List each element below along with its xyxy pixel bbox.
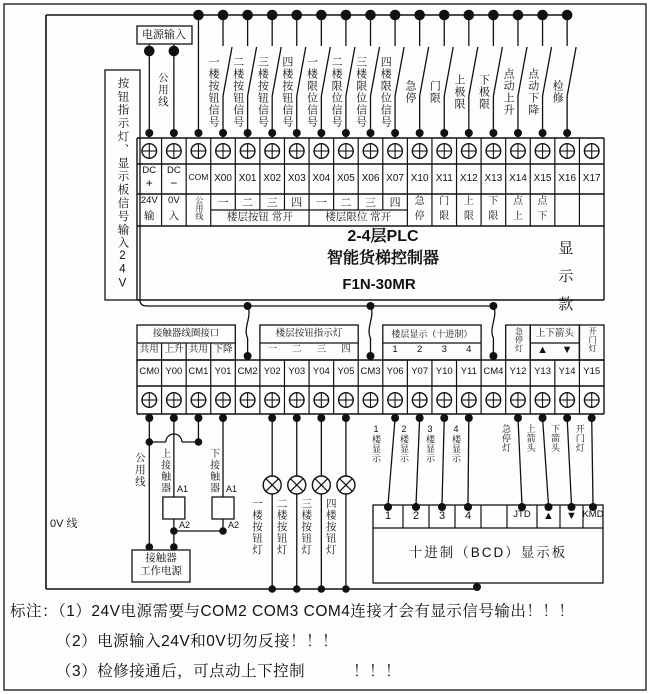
terminal-name: X14 [509,173,527,184]
up-contactor-label: 上接触器 [158,448,170,494]
fn-label: 四 [389,197,401,209]
terminal-name: Y11 [460,366,477,377]
terminal-dot [416,129,424,137]
note-line-1 [10,599,574,621]
terminal-dot [244,129,252,137]
bcd-cell-label: ▼ [566,510,577,522]
terminal-dot [391,129,399,137]
terminal-name: CM2 [237,366,258,377]
group-sub-label: 3 [441,344,447,355]
group-sub-label: 共用 [188,344,208,355]
terminal-name: CM0 [139,366,160,377]
wire [543,418,549,505]
terminal-name: Y06 [386,366,404,377]
common-line-top-label: 公用线 [156,72,169,108]
switch-label: 急停 [403,80,416,104]
feed-dot [489,352,497,360]
group-title: 楼层按钮指示灯 [275,328,343,339]
terminal-name: Y05 [337,366,355,377]
fn-label: 四 [291,197,303,209]
group-sub-label: 二 [291,344,302,355]
note-line-3: （3）检修接通后，可点动上下控制 ！！！ [56,663,402,680]
terminal-name: X17 [582,173,601,184]
terminal-name: X05 [337,173,355,184]
terminal-name: Y12 [509,366,527,377]
terminal-dot [268,129,276,137]
fn-group-label: 楼层按钮 常开 [226,211,293,223]
switch-label: 四楼按钮信号 [280,56,293,128]
fn-label: 24V [140,195,158,206]
power-input-box-label: 电源输入 [142,29,186,41]
terminal-name: X00 [214,173,232,184]
fn-label: 一 [217,197,229,209]
wire [592,418,593,505]
plc-variant-label: 显示款 [556,240,574,324]
bcd-wire-label: 急停灯 [501,424,512,453]
bcd-wire-label: 3楼显示 [425,424,436,463]
terminal-name: X03 [287,173,306,184]
switch-blade [567,47,576,96]
switch-label: 下极限 [477,74,490,110]
group-sub-label: 2 [417,344,423,355]
group-sub-label: 1 [392,344,398,355]
wire [388,418,395,505]
terminal-name: X16 [558,173,577,184]
terminal-dot [170,129,178,137]
lamp-label: 一楼按钮灯 [251,498,264,556]
terminal-name: X10 [410,173,429,184]
switch-label: 一楼按钮信号 [207,56,220,128]
switch-label: 一楼限位信号 [305,56,318,128]
fn-label: 下 [488,196,499,207]
plc-title-line2: 智能货梯控制器 [326,250,440,267]
group-sub-label: 四 [341,344,351,355]
terminal-name: Y01 [214,366,232,377]
contactor-coil [212,497,234,519]
plc-model: F1N-30MR [342,276,416,293]
feed-24v-wire [140,300,493,306]
switch-label: 三楼限位信号 [354,56,367,128]
lead-dot [169,46,180,57]
wire [567,418,571,505]
bus-dot [193,10,204,21]
group-sub-label: 下降 [213,344,233,355]
bcd-board-label: 十进制（BCD）显示板 [408,545,568,560]
bcd-cell-label: 4 [464,510,472,522]
switch-label: 门限 [428,80,441,104]
terminal-name: DC [142,165,157,176]
bcd-cell-label: 2 [412,510,420,522]
a2-label-lower: A2 [228,520,240,530]
terminal-name: DC [166,165,181,176]
terminal-dot [539,129,547,137]
fn-label: 上 [512,211,523,222]
group-title: 开门灯 [588,327,598,353]
plc-title-line1: 2-4层PLC [347,228,419,245]
terminal-name: Y02 [263,366,281,377]
terminal-dot [293,129,301,137]
bcd-wire-label: 开门灯 [574,424,585,453]
terminal-dot [219,129,227,137]
junction-dot [318,585,326,593]
fn-label: 输 [144,210,155,222]
group-sub-label: ▼ [561,344,573,356]
a2-label-upper: A2 [179,520,191,530]
left-24v-note: 按钮指示灯、显示板信号输入24V [116,77,129,292]
terminal-name: Y15 [583,366,601,377]
terminal-name: Y04 [312,366,330,377]
feed-drop-wire [369,306,372,355]
lamp-label: 二楼按钮灯 [275,498,288,556]
junction-dot [473,583,481,591]
group-title: 接触器线圈接口 [152,328,220,339]
down-contactor-label: 下接触器 [207,448,219,494]
switch-label: 三楼按钮信号 [256,56,269,128]
terminal-dot [317,129,325,137]
contactor-psu-line1: 接触器 [145,552,177,564]
terminal-name: CM1 [188,366,209,377]
terminal-dot [440,129,448,137]
fn-label: 二 [242,197,254,209]
bcd-cell-label: ▲ [543,510,554,522]
bcd-cell-label: 1 [384,510,392,522]
terminal-name: X01 [238,173,257,184]
terminal-dot [342,129,350,137]
fn-label: 点 [512,196,523,207]
group-title: 急停灯 [514,327,524,353]
terminal-name: − [170,176,178,190]
wire [416,418,420,505]
terminal-dot [465,129,473,137]
wire [468,418,469,505]
fn-label: 停 [414,211,425,222]
feed-drop-wire [492,306,495,355]
bcd-wire-label: 2楼显示 [399,424,410,463]
fn-label: 三 [266,197,278,209]
terminal-name: CM3 [360,366,381,377]
fn-group-label: 楼层限位 常开 [325,211,392,223]
fn-label: 三 [365,197,376,209]
fn-label: 一 [315,197,327,209]
contactor-psu-line2: 工作电源 [140,565,182,577]
switch-label: 二楼限位信号 [330,56,343,128]
group-sub-label: 一 [267,344,277,355]
fn-label: 限 [439,211,450,222]
lead-dot [144,46,155,57]
terminal-name: + [145,176,153,190]
fn-label: 二 [340,197,352,209]
feed-drop-wire [246,306,249,355]
note-line-2: （2）电源输入24V和0V切勿反接！！！ [56,633,339,650]
terminal-dot [514,129,522,137]
bcd-cell-label: JTD [513,509,531,520]
bcd-cell-label: 3 [438,510,446,522]
fn-label: 入 [168,210,180,222]
terminal-name: X04 [312,173,331,184]
terminal-name: CM4 [483,366,504,377]
lamp-label: 四楼按钮灯 [324,498,337,556]
junction-dot [293,585,301,593]
a1-label-lower: A1 [226,484,238,494]
junction-dot [342,585,350,593]
fn-label: 限 [488,211,499,222]
fn-label: 上 [463,196,474,207]
fn-label: 门 [439,196,450,207]
contactor-common-label: 公用线 [133,452,146,488]
fn-label: 急 [414,196,425,207]
group-sub-label: 上升 [164,344,184,355]
terminal-name: X12 [459,173,478,184]
terminal-name: X02 [263,173,282,184]
fn-label: 限 [463,211,474,222]
terminal-dot [145,129,153,137]
wire [442,418,444,505]
terminal-name: Y07 [411,366,429,377]
feed-dot [367,352,375,360]
fn-label: 点 [537,196,548,207]
group-sub-label: 三 [316,344,327,355]
switch-label: 检修 [551,80,564,104]
feed-dot [244,352,252,360]
notes-prefix: 标注： [10,603,59,620]
group-sub-label: 共用 [139,344,159,355]
bcd-wire-label: 下箭头 [550,424,561,453]
terminal-name: X11 [435,173,453,184]
group-title: 楼层显示（十进制） [391,329,473,339]
terminal-name: Y00 [165,366,183,377]
bcd-wire-label: 1楼显示 [371,424,382,463]
a1-label-upper: A1 [177,484,189,494]
fn-label: 公用线 [194,196,204,220]
terminal-name: X07 [386,173,404,184]
lamp-label: 三楼按钮灯 [300,498,313,556]
terminal-dot [194,129,202,137]
switch-label: 上极限 [452,74,465,110]
group-title: 上下箭头 [535,328,574,339]
terminal-name: X15 [533,173,552,184]
fn-label: 下 [537,211,548,222]
note-item-1: （1）24V电源需要与COM2 COM3 COM4连接才会有显示信号输出！！！ [58,603,575,620]
switch-label: 点动上升 [502,68,515,116]
fn-label: 0V [168,195,180,206]
junction-dot [268,585,276,593]
zero-v-line-label: 0V 线 [50,518,78,530]
terminal-name: Y14 [558,366,576,377]
terminal-name: X13 [484,173,503,184]
group-sub-label: 4 [466,344,472,355]
switch-label: 点动下降 [526,68,539,116]
terminal-name: Y03 [288,366,306,377]
terminal-dot [563,129,571,137]
group-sub-label: ▲ [537,344,548,356]
terminal-name: Y13 [534,366,551,377]
terminal-name: X06 [361,173,380,184]
terminal-name: COM [188,172,209,182]
switch-label: 二楼按钮信号 [231,56,244,128]
bcd-cell-label: KMD [582,509,604,520]
switch-label: 四楼限位信号 [379,56,392,128]
bcd-wire-label: 4楼显示 [451,424,462,463]
contactor-coil [163,497,185,519]
wire [518,418,522,505]
bcd-wire-label: 上箭头 [525,424,536,453]
terminal-dot [367,129,375,137]
terminal-name: Y10 [435,366,453,377]
terminal-dot [489,129,497,137]
